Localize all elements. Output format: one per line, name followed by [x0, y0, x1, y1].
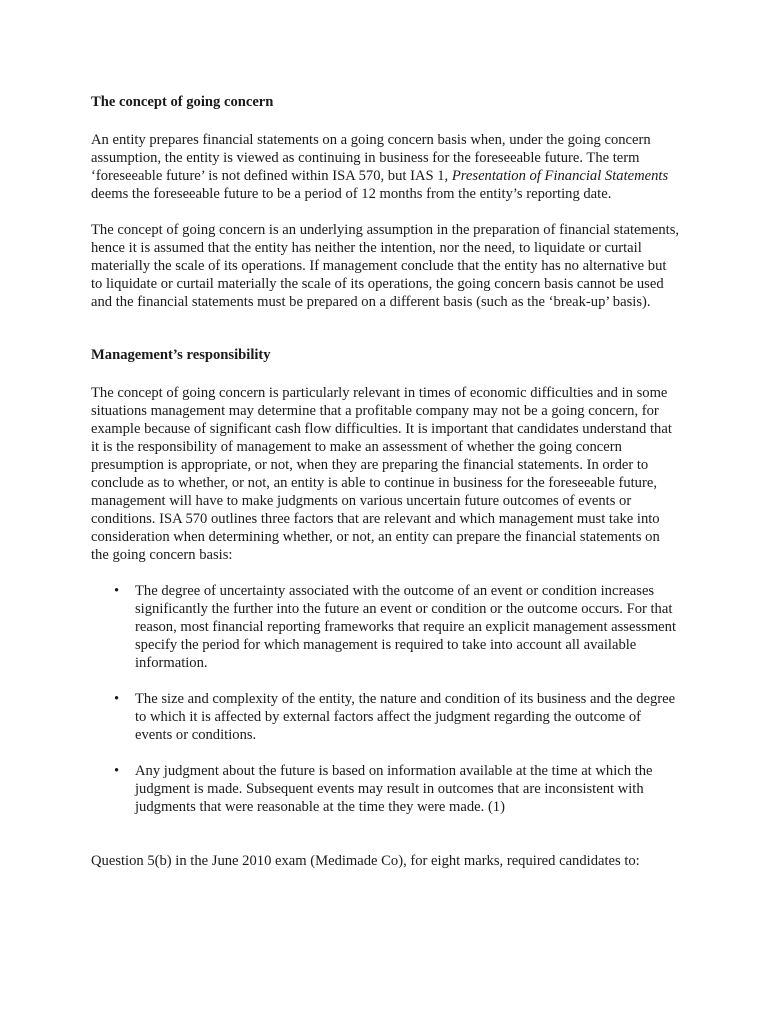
bullet-icon: • — [114, 583, 120, 599]
paragraph-text: An entity prepares financial statements on a going concern basis when, under the going concern assumption, the entity is viewed as continuing in business for the foreseeable future. The term ‘foreseeable future’ is not defined within ISA 570, but IAS 1, — [91, 132, 651, 184]
factors-list — [91, 582, 681, 816]
paragraph-management-assessment: The concept of going concern is particularly relevant in times of economic difficulties and in some situations management may determine that a profitable company may not be a going concern, for example because of significant cash flow difficulties. It is important that candidates understand that it is the responsibility of management to make an assessment of whether the going concern presumption is appropriate, or not, when they are preparing the financial statements. In order to conclude as to whether, or not, an entity is able to continue in business for the foreseeable future, management will have to make judgments on various uncertain future outcomes of events or conditions. ISA 570 outlines three factors that are relevant and which management must take into consideration when determining whether, or not, an entity can prepare the financial statements on the going concern basis: — [91, 385, 672, 563]
paragraph-text: deems the foreseeable future to be a period of 12 months from the entity’s reporting date. — [91, 186, 612, 202]
list-item-text: The size and complexity of the entity, the nature and condition of its business and the degree to which it is affected by external factors affect the judgment regarding the outcome of events or conditions. — [135, 691, 676, 743]
paragraph-underlying-assumption: The concept of going concern is an underlying assumption in the preparation of financial statements, hence it is assumed that the entity has neither the intention, nor the need, to liquidate or curtail materially the scale of its operations. If management conclude that the entity has no alternative but to liquidate or curtail materially the scale of its operations, the going concern basis cannot be used and the financial statements must be prepared on a different basis (such as the ‘break-up’ basis). — [91, 222, 680, 310]
bullet-icon: • — [114, 763, 120, 779]
list-item-text: Any judgment about the future is based on information available at the time at which the judgment is made. Subsequent events may result in outcomes that are inconsistent with judgments that were reasonable at the time they were made. (1) — [135, 763, 653, 815]
list-item-text: The degree of uncertainty associated with the outcome of an event or condition increases significantly the further into the future an event or condition or the outcome occurs. For that reason, most financial reporting frameworks that require an explicit management assessment specify the period for which management is required to take into account all available information. — [135, 583, 677, 671]
list-item — [91, 762, 681, 816]
paragraph-question: Question 5(b) in the June 2010 exam (Medimade Co), for eight marks, required candidates to: — [91, 853, 640, 869]
list-item — [91, 690, 681, 744]
list-item — [91, 582, 681, 672]
paragraph-going-concern-basis — [91, 131, 681, 203]
bullet-icon: • — [114, 691, 120, 707]
document-page — [91, 93, 681, 870]
section-heading-going-concern: The concept of going concern — [91, 94, 274, 110]
section-heading-management-responsibility: Management’s responsibility — [91, 347, 271, 363]
standard-title: Presentation of Financial Statements — [451, 168, 669, 184]
